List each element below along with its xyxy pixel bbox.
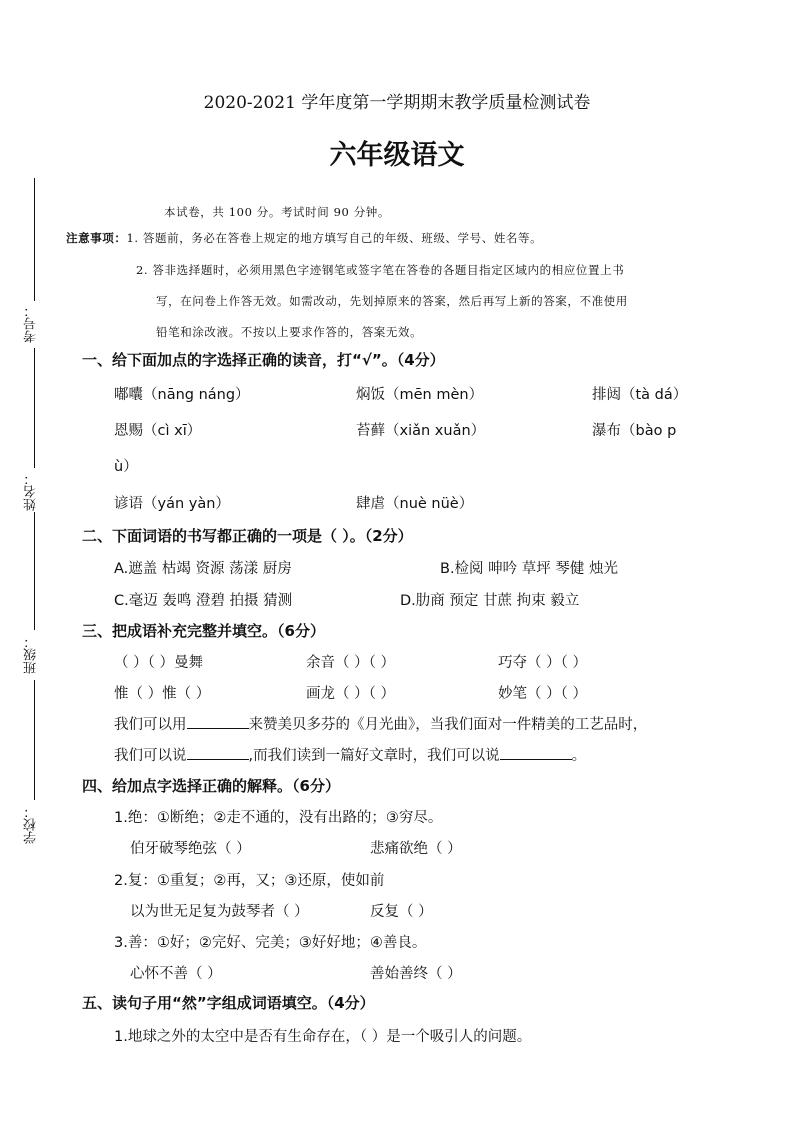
exam-number-label: 考号：	[24, 304, 39, 343]
q2-option-a: A.遮盖 枯竭 资源 荡漾 厨房	[114, 561, 292, 577]
q2-option-c: C.毫迈 轰鸣 澄碧 拍摄 猜测	[114, 593, 293, 609]
q4-item: 善始善终（ ）	[370, 966, 462, 982]
answer-blank[interactable]	[187, 745, 249, 760]
exam-title: 2020-2021 学年度第一学期期末教学质量检测试卷	[203, 93, 591, 113]
q2-heading: 二、下面词语的书写都正确的一项是（ ）。（2分）	[82, 527, 413, 545]
answer-blank[interactable]	[187, 714, 249, 729]
q4-item: 以为世无足复为鼓琴者（ ）	[130, 904, 309, 920]
q4-heading: 四、给加点字选择正确的解释。（6分）	[82, 777, 340, 795]
idiom-blank: （ ）（ ）曼舞	[114, 655, 203, 671]
exam-intro: 本试卷，共 100 分。考试时间 90 分钟。	[164, 205, 391, 219]
idiom-blank: 惟（ ）惟（ ）	[114, 686, 211, 702]
answer-blank[interactable]	[500, 745, 572, 760]
q4-def-3: 3.善：①好；②完好、完美；③好好地；④善良。	[114, 935, 427, 951]
q1-heading: 一、给下面加点的字选择正确的读音，打“√”。（4分）	[82, 351, 445, 369]
notes-line1	[66, 230, 542, 246]
q2-option-b: B.检阅 呻吟 草坪 琴健 烛光	[440, 561, 618, 577]
q1-item: 苔藓（xiǎn xuǎn）	[356, 423, 486, 439]
q1-item: 恩赐（cì xī）	[114, 423, 202, 439]
q1-item: 排闼（tà dá）	[592, 387, 688, 403]
q3-s2-mid: ,而我们读到一篇好文章时，我们可以说	[248, 748, 500, 764]
q4-def-1: 1.绝：①断绝；②走不通的，没有出路的；③穷尽。	[114, 810, 443, 826]
notes-item2-line2: 写，在问卷上作答无效。如需改动，先划掉原来的答案，然后再写上新的答案，不准使用	[156, 294, 628, 308]
binding-line	[34, 348, 35, 468]
exam-subject: 六年级语文	[329, 140, 465, 171]
binding-line	[34, 512, 35, 630]
q4-item: 心怀不善（ ）	[130, 966, 222, 982]
q5-heading: 五、读句子用“然”字组成词语填空。（4分）	[82, 994, 375, 1012]
q3-s2-end: 。	[571, 748, 587, 764]
q5-sentence-1: 1.地球之外的太空中是否有生命存在，（ ）是一个吸引人的问题。	[114, 1029, 532, 1045]
q1-item: 瀑布（bào p	[592, 423, 677, 439]
idiom-blank: 巧夺（ ）（ ）	[498, 655, 587, 671]
notes-label: 注意事项：	[66, 231, 127, 245]
idiom-blank: 画龙（ ）（ ）	[306, 686, 395, 702]
q1-item: ù）	[114, 459, 138, 475]
q4-def-2: 2.复：①重复；②再，又；③还原，使如前	[114, 873, 385, 889]
q3-heading: 三、把成语补充完整并填空。（6分）	[82, 622, 325, 640]
q1-item: 焖饭（mēn mèn）	[356, 387, 484, 403]
idiom-blank: 余音（ ）（ ）	[306, 655, 395, 671]
q4-item: 伯牙破琴绝弦（ ）	[130, 841, 251, 857]
binding-line	[34, 178, 35, 301]
class-label: 班级：	[24, 635, 39, 674]
q1-item: 谚语（yán yàn）	[114, 496, 230, 512]
q4-item: 悲痛欲绝（ ）	[370, 841, 462, 857]
q2-option-d: D.肋商 预定 甘蔗 拘束 毅立	[400, 593, 580, 609]
q3-sentence-2	[114, 744, 586, 765]
q3-s1-start: 我们可以用	[114, 717, 187, 733]
notes-item2-line3: 铅笔和涂改液。不按以上要求作答的，答案无效。	[156, 325, 423, 339]
q1-item: 肆虐（nuè nüè）	[356, 496, 474, 512]
q4-item: 反复（ ）	[370, 904, 433, 920]
q3-s1-end: 来赞美贝多芬的《月光曲》，当我们面对一件精美的工艺品时，	[248, 717, 648, 733]
school-label: 学校：	[24, 805, 39, 844]
q3-s2-start: 我们可以说	[114, 748, 187, 764]
q1-item: 嘟囔（nāng náng）	[114, 387, 250, 403]
notes-item2-line1: 2. 答非选择题时，必须用黑色字迹钢笔或签字笔在答卷的各题目指定区域内的相应位置上书	[136, 263, 625, 277]
binding-line	[34, 680, 35, 800]
name-label: 姓名：	[24, 472, 39, 511]
idiom-blank: 妙笔（ ）（ ）	[498, 686, 587, 702]
notes-item1: 1. 答题前，务必在答卷上规定的地方填写自己的年级、班级、学号、姓名等。	[126, 231, 543, 245]
q3-sentence-1	[114, 713, 647, 734]
